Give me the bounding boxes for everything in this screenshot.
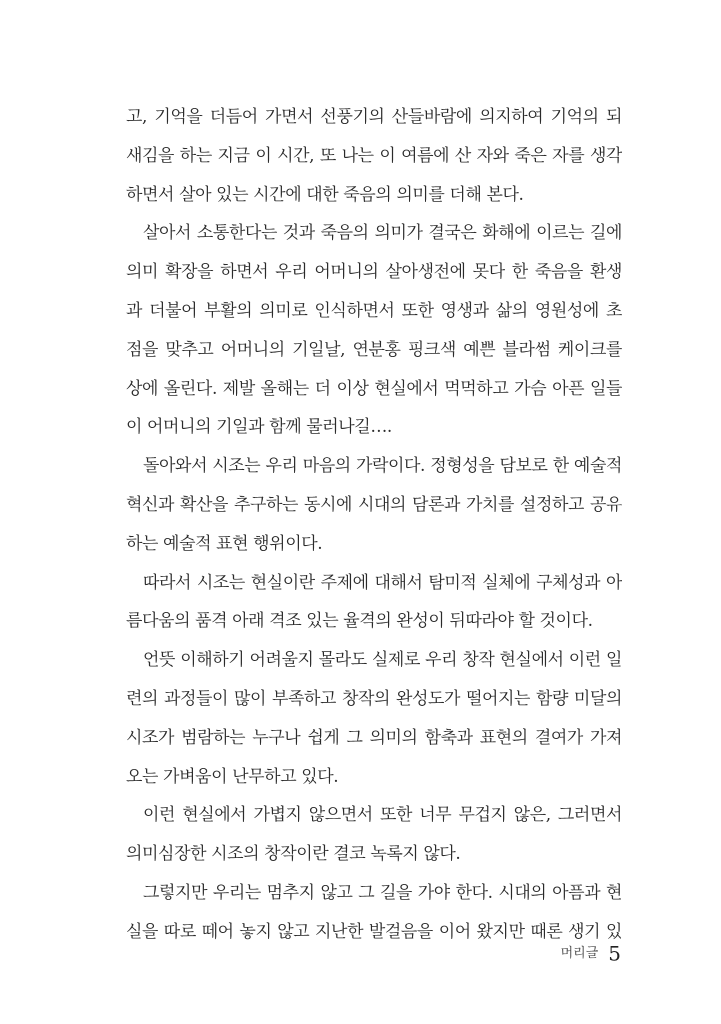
text-line: 하는 예술적 표현 행위이다. — [126, 533, 323, 554]
text-line: 그렇지만 우리는 멈추지 않고 그 길을 가야 한다. 시대의 아픔과 현 — [143, 882, 622, 903]
text-line: 상에 올린다. 제발 올해는 더 이상 현실에서 먹먹하고 가슴 아픈 일들 — [126, 378, 622, 399]
text-line: 시조가 범람하는 누구나 쉽게 그 의미의 함축과 표현의 결여가 가져 — [126, 727, 622, 748]
page-body — [126, 98, 622, 952]
text-line: 따라서 시조는 현실이란 주제에 대해서 탐미적 실체에 구체성과 아 — [143, 572, 622, 593]
text-line: 점을 맞추고 어머니의 기일날, 연분홍 핑크색 예쁜 블라썸 케이크를 — [126, 339, 622, 360]
text-line: 실을 따로 떼어 놓지 않고 지난한 발걸음을 이어 왔지만 때론 생기 있 — [126, 921, 622, 942]
text-line: 언뜻 이해하기 어려울지 몰라도 실제로 우리 창작 현실에서 이런 일 — [143, 650, 622, 671]
text-line: 돌아와서 시조는 우리 마음의 가락이다. 정형성을 담보로 한 예술적 — [143, 456, 622, 477]
text-line: 의미 확장을 하면서 우리 어머니의 살아생전에 못다 한 죽음을 환생 — [126, 262, 622, 283]
text-line: 름다움의 품격 아래 격조 있는 율격의 완성이 뒤따라야 할 것이다. — [126, 611, 593, 632]
text-line: 혁신과 확산을 추구하는 동시에 시대의 담론과 가치를 설정하고 공유 — [126, 494, 622, 515]
text-line: 하면서 살아 있는 시간에 대한 죽음의 의미를 더해 본다. — [126, 184, 524, 205]
text-line: 이 어머니의 기일과 함께 물러나길…. — [126, 417, 392, 438]
text-line: 오는 가벼움이 난무하고 있다. — [126, 766, 339, 787]
text-line: 과 더불어 부활의 의미로 인식하면서 또한 영생과 삶의 영원성에 초 — [126, 300, 622, 321]
section-label: 머리글 — [560, 945, 599, 961]
text-line: 새김을 하는 지금 이 시간, 또 나는 이 여름에 산 자와 죽은 자를 생각 — [126, 145, 622, 166]
text-line: 이런 현실에서 가볍지 않으면서 또한 너무 무겁지 않은, 그러면서 — [143, 805, 622, 826]
text-line: 고, 기억을 더듬어 가면서 선풍기의 산들바람에 의지하여 기억의 되 — [126, 107, 622, 127]
text-line: 살아서 소통한다는 것과 죽음의 의미가 결국은 화해에 이르는 길에 — [143, 223, 622, 244]
text-line: 의미심장한 시조의 창작이란 결코 녹록지 않다. — [126, 844, 461, 865]
text-line: 련의 과정들이 많이 부족하고 창작의 완성도가 떨어지는 함량 미달의 — [126, 688, 622, 709]
page-footer — [561, 938, 621, 968]
page-number: 5 — [608, 941, 621, 966]
